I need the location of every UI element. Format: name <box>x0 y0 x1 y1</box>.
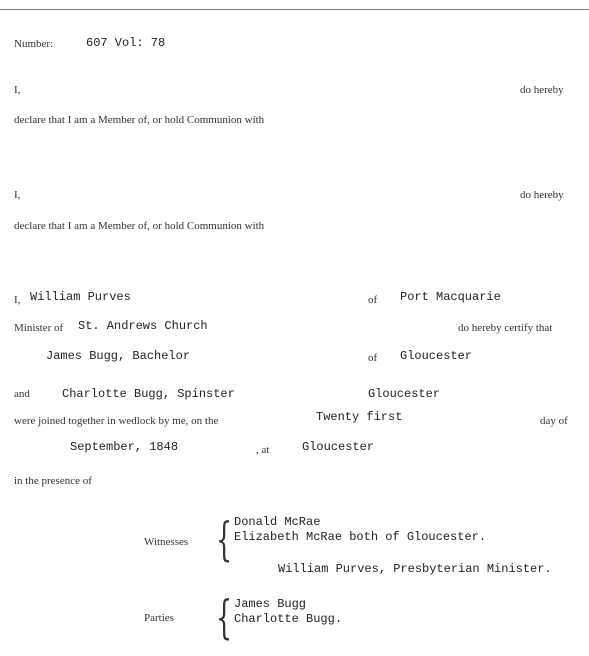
witnesses-brace: { <box>216 512 233 566</box>
party-2: Charlotte Bugg. <box>234 612 343 626</box>
declaration-2-do-hereby: do hereby <box>520 189 564 201</box>
top-rule <box>0 9 589 10</box>
declaration-2-text: declare that I am a Member of, or hold Communion with <box>14 220 265 232</box>
groom-place: Gloucester <box>400 349 473 363</box>
joined-text: were joined together in wedlock by me, on the <box>14 415 219 427</box>
certify-text: do hereby certify that <box>458 322 553 334</box>
witness-2: Elizabeth McRae both of Gloucester. <box>234 530 487 544</box>
party-1: James Bugg <box>234 597 307 611</box>
of-label-2: of <box>368 352 378 364</box>
location: Gloucester <box>302 440 375 454</box>
minister-of-label: Minister of <box>14 322 64 334</box>
groom: James Bugg, Bachelor <box>46 349 191 363</box>
bride-place: Gloucester <box>368 387 441 401</box>
and-label: and <box>14 388 30 400</box>
number-label: Number: <box>14 38 54 50</box>
declaration-1-text: declare that I am a Member of, or hold Communion with <box>14 114 265 126</box>
presence-text: in the presence of <box>14 475 92 487</box>
minister-signature: William Purves, Presbyterian Minister. <box>278 562 552 576</box>
parties-brace: { <box>216 590 233 644</box>
comma-at-label: , at <box>256 444 270 456</box>
declaration-2-i: I, <box>14 189 21 201</box>
parties-label: Parties <box>144 612 174 624</box>
of-label-1: of <box>368 294 378 306</box>
bride: Charlotte Bugg, Spinster <box>62 387 235 401</box>
minister-place: Port Macquarie <box>400 290 501 304</box>
church: St. Andrews Church <box>78 319 208 333</box>
day: Twenty first <box>316 410 403 424</box>
declaration-1-i: I, <box>14 84 21 96</box>
witness-1: Donald McRae <box>234 515 321 529</box>
month-year: September, 1848 <box>70 440 179 454</box>
number-value: 607 Vol: 78 <box>86 36 166 50</box>
certificate-i: I, <box>14 294 21 306</box>
declaration-1-do-hereby: do hereby <box>520 84 564 96</box>
day-of-label: day of <box>540 415 568 427</box>
witnesses-label: Witnesses <box>144 536 189 548</box>
minister-name: William Purves <box>30 290 131 304</box>
